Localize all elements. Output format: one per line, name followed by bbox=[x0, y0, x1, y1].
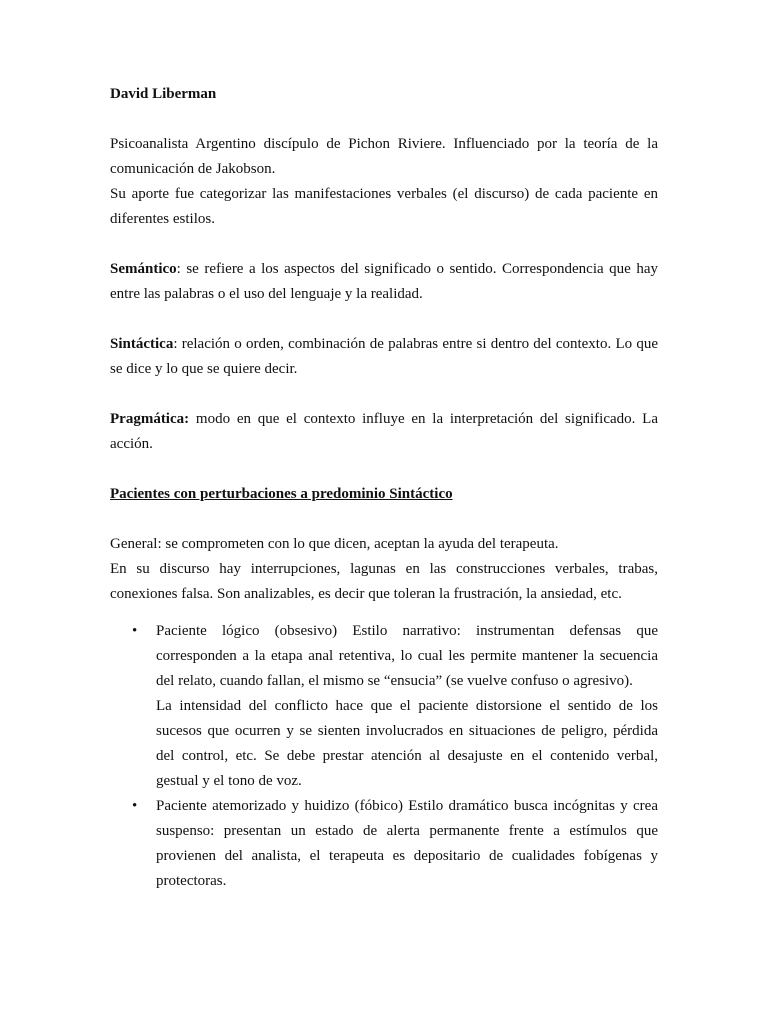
list-item bbox=[110, 794, 658, 894]
definition-sintactica bbox=[110, 332, 658, 382]
section-heading: Pacientes con perturbaciones a predominio Sintáctico bbox=[110, 486, 453, 502]
document-title: David Liberman bbox=[110, 86, 217, 102]
general-line-2: En su discurso hay interrupciones, lagunas en las construcciones verbales, trabas, conexiones falsa. Son analizables, es decir que toleran la frustración, la ansiedad, etc. bbox=[110, 561, 658, 602]
definition-pragmatica bbox=[110, 407, 658, 457]
definition-text: : relación o orden, combinación de palabras entre si dentro del contexto. Lo que se dice y lo que se quiere decir. bbox=[110, 336, 658, 377]
patient-style-list bbox=[110, 619, 658, 894]
general-paragraph bbox=[110, 532, 658, 607]
intro-line-2: Su aporte fue categorizar las manifestaciones verbales (el discurso) de cada paciente en diferentes estilos. bbox=[110, 186, 658, 227]
list-item-text: La intensidad del conflicto hace que el paciente distorsione el sentido de los sucesos que ocurren y se sienten involucrados en situaciones de peligro, pérdida del control, etc. Se debe prestar atención al desajuste en el contenido verbal, gestual y el tono de voz. bbox=[156, 698, 658, 789]
intro-line-1: Psicoanalista Argentino discípulo de Pichon Riviere. Influenciado por la teoría de la comunicación de Jakobson. bbox=[110, 136, 658, 177]
intro-paragraph bbox=[110, 132, 658, 232]
general-line-1: General: se comprometen con lo que dicen, aceptan la ayuda del terapeuta. bbox=[110, 536, 559, 552]
bullet-icon: • bbox=[132, 798, 138, 814]
definition-text: : se refiere a los aspectos del significado o sentido. Correspondencia que hay entre las palabras o el uso del lenguaje y la realidad. bbox=[110, 261, 658, 302]
definition-text: modo en que el contexto influye en la interpretación del significado. La acción. bbox=[110, 411, 658, 452]
definition-semantico bbox=[110, 257, 658, 307]
definition-term: Pragmática: bbox=[110, 411, 190, 427]
definition-term: Semántico bbox=[110, 261, 177, 277]
list-item-text: Paciente lógico (obsesivo) Estilo narrativo: instrumentan defensas que corresponden a la etapa anal retentiva, lo cual les permite mantener la secuencia del relato, cuando fallan, el mismo se “ensucia” (se vuelve confuso o agresivo). bbox=[156, 623, 658, 689]
bullet-icon: • bbox=[132, 623, 138, 639]
document-page bbox=[110, 82, 658, 894]
definition-term: Sintáctica bbox=[110, 336, 174, 352]
list-item bbox=[110, 619, 658, 794]
list-item-text: Paciente atemorizado y huidizo (fóbico) Estilo dramático busca incógnitas y crea suspenso: presentan un estado de alerta permanente frente a estímulos que provienen del analista, el terapeuta es depositario de cualidades fobígenas y protectoras. bbox=[156, 798, 658, 889]
